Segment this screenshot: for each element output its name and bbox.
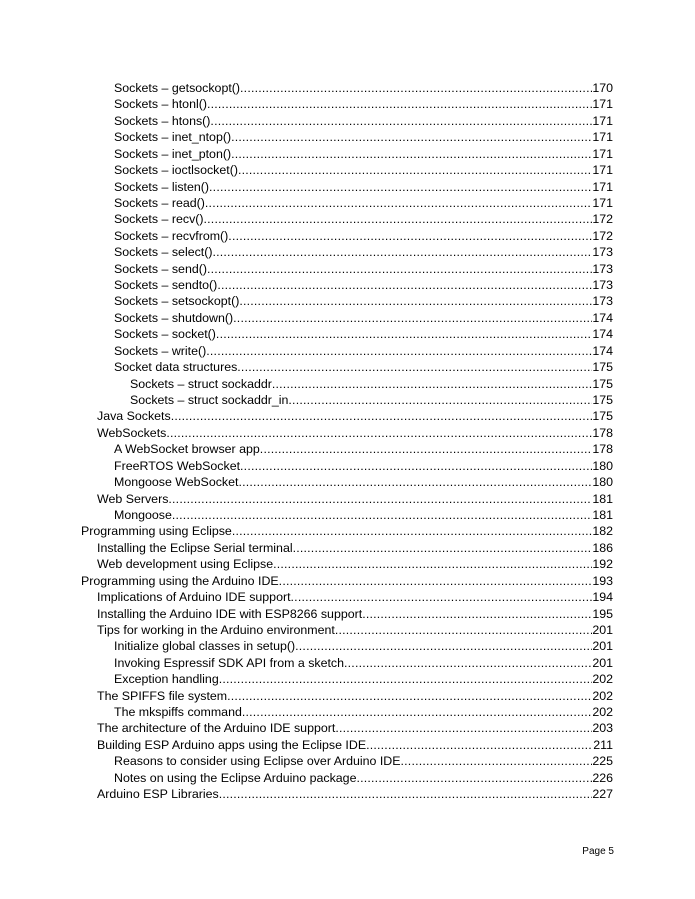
toc-entry-page-number: 171 bbox=[592, 97, 613, 112]
toc-entry-page-number: 172 bbox=[592, 228, 613, 243]
toc-entry[interactable] bbox=[0, 556, 613, 572]
toc-entry-page-number: 227 bbox=[592, 787, 613, 802]
toc-entry[interactable] bbox=[0, 507, 613, 523]
toc-dot-leader bbox=[212, 244, 592, 260]
toc-entry-title: Sockets – shutdown() bbox=[114, 310, 234, 325]
toc-entry[interactable] bbox=[0, 293, 613, 309]
toc-entry[interactable] bbox=[0, 474, 613, 490]
toc-entry-page-number: 181 bbox=[592, 491, 613, 506]
toc-dot-leader bbox=[231, 146, 592, 162]
toc-entry[interactable] bbox=[0, 96, 613, 112]
toc-entry[interactable] bbox=[0, 261, 613, 277]
toc-entry-title: Sockets – recvfrom() bbox=[114, 228, 229, 243]
toc-dot-leader bbox=[168, 491, 592, 507]
toc-entry-page-number: 186 bbox=[592, 540, 613, 555]
toc-dot-leader bbox=[239, 293, 592, 309]
toc-entry-page-number: 178 bbox=[592, 425, 613, 440]
toc-entry-title: The SPIFFS file system bbox=[97, 688, 228, 703]
toc-entry-title: Sockets – ioctlsocket() bbox=[114, 163, 238, 178]
toc-dot-leader bbox=[279, 573, 593, 589]
toc-entry-title: Sockets – socket() bbox=[114, 327, 216, 342]
toc-entry-page-number: 173 bbox=[592, 261, 613, 276]
toc-entry[interactable] bbox=[0, 179, 613, 195]
toc-entry[interactable] bbox=[0, 655, 613, 671]
toc-entry-page-number: 175 bbox=[592, 360, 613, 375]
toc-entry-page-number: 193 bbox=[592, 573, 613, 588]
toc-dot-leader bbox=[272, 376, 592, 392]
toc-entry-title: Sockets – read() bbox=[114, 195, 205, 210]
toc-entry-page-number: 173 bbox=[592, 294, 613, 309]
toc-entry-page-number: 173 bbox=[592, 278, 613, 293]
toc-dot-leader bbox=[335, 720, 592, 736]
toc-entry-title: Sockets – inet_pton() bbox=[114, 146, 232, 161]
toc-entry-page-number: 181 bbox=[592, 507, 613, 522]
toc-entry-page-number: 211 bbox=[593, 737, 613, 752]
toc-dot-leader bbox=[231, 129, 592, 145]
toc-entry-title: WebSockets bbox=[97, 425, 167, 440]
toc-entry[interactable] bbox=[0, 737, 613, 753]
toc-entry-title: A WebSocket browser app bbox=[114, 442, 260, 457]
toc-entry[interactable] bbox=[0, 228, 613, 244]
toc-dot-leader bbox=[217, 277, 592, 293]
toc-dot-leader bbox=[204, 211, 593, 227]
toc-dot-leader bbox=[233, 310, 592, 326]
toc-entry-title: Sockets – struct sockaddr_in bbox=[130, 393, 289, 408]
toc-entry-page-number: 194 bbox=[592, 590, 613, 605]
toc-entry-title: Exception handling bbox=[114, 672, 219, 687]
toc-entry-title: The architecture of the Arduino IDE support bbox=[97, 721, 336, 736]
toc-entry-title: Initialize global classes in setup() bbox=[114, 639, 296, 654]
toc-entry-page-number: 225 bbox=[592, 754, 613, 769]
toc-entry-page-number: 202 bbox=[592, 688, 613, 703]
toc-entry-page-number: 180 bbox=[592, 458, 613, 473]
toc-entry-page-number: 171 bbox=[592, 130, 613, 145]
toc-entry-page-number: 174 bbox=[592, 343, 613, 358]
toc-entry[interactable] bbox=[0, 638, 613, 654]
toc-entry[interactable] bbox=[0, 441, 613, 457]
toc-entry[interactable] bbox=[0, 425, 613, 441]
toc-entry[interactable] bbox=[0, 606, 613, 622]
toc-dot-leader bbox=[240, 80, 592, 96]
toc-dot-leader bbox=[171, 408, 593, 424]
toc-entry-title: Sockets – listen() bbox=[114, 179, 210, 194]
toc-entry-title: Programming using Eclipse bbox=[81, 524, 232, 539]
toc-entry[interactable] bbox=[0, 162, 613, 178]
toc-entry-page-number: 171 bbox=[592, 195, 613, 210]
toc-entry[interactable] bbox=[0, 540, 613, 556]
toc-dot-leader bbox=[219, 671, 593, 687]
toc-entry[interactable] bbox=[0, 195, 613, 211]
toc-entry-page-number: 171 bbox=[592, 179, 613, 194]
toc-entry[interactable] bbox=[0, 392, 613, 408]
toc-entry[interactable] bbox=[0, 622, 613, 638]
toc-entry[interactable] bbox=[0, 277, 613, 293]
toc-dot-leader bbox=[362, 606, 592, 622]
toc-entry-title: Mongoose bbox=[114, 507, 172, 522]
toc-entry-title: Web development using Eclipse bbox=[97, 557, 274, 572]
toc-entry-page-number: 201 bbox=[592, 622, 613, 637]
toc-entry[interactable] bbox=[0, 359, 613, 375]
toc-entry[interactable] bbox=[0, 573, 613, 589]
toc-entry-title: Invoking Espressif SDK API from a sketch bbox=[114, 655, 345, 670]
toc-entry-title: Notes on using the Eclipse Arduino package bbox=[114, 770, 357, 785]
toc-entry-page-number: 192 bbox=[592, 557, 613, 572]
toc-entry[interactable] bbox=[0, 770, 613, 786]
toc-entry-page-number: 175 bbox=[592, 376, 613, 391]
toc-dot-leader bbox=[206, 343, 592, 359]
toc-entry-title: Sockets – send() bbox=[114, 261, 207, 276]
toc-entry-title: Arduino ESP Libraries bbox=[97, 787, 219, 802]
toc-dot-leader bbox=[240, 458, 592, 474]
toc-entry[interactable] bbox=[0, 704, 613, 720]
toc-dot-leader bbox=[238, 162, 592, 178]
toc-entry[interactable] bbox=[0, 244, 613, 260]
toc-entry-page-number: 195 bbox=[592, 606, 613, 621]
toc-entry[interactable] bbox=[0, 491, 613, 507]
toc-dot-leader bbox=[232, 523, 592, 539]
toc-entry-title: Installing the Arduino IDE with ESP8266 support bbox=[97, 606, 363, 621]
toc-entry-page-number: 171 bbox=[592, 163, 613, 178]
toc-entry[interactable] bbox=[0, 343, 613, 359]
toc-entry-page-number: 173 bbox=[592, 245, 613, 260]
toc-entry[interactable] bbox=[0, 113, 613, 129]
toc-entry[interactable] bbox=[0, 129, 613, 145]
toc-dot-leader bbox=[260, 441, 593, 457]
toc-entry-title: Tips for working in the Arduino environment bbox=[97, 622, 335, 637]
toc-dot-leader bbox=[238, 474, 592, 490]
toc-entry[interactable] bbox=[0, 211, 613, 227]
toc-entry-title: Sockets – select() bbox=[114, 245, 213, 260]
toc-entry-page-number: 175 bbox=[592, 393, 613, 408]
toc-dot-leader bbox=[288, 392, 592, 408]
toc-dot-leader bbox=[366, 737, 593, 753]
toc-entry-title: Sockets – inet_ntop() bbox=[114, 130, 232, 145]
toc-entry-title: Java Sockets bbox=[97, 409, 171, 424]
toc-dot-leader bbox=[401, 753, 593, 769]
toc-dot-leader bbox=[216, 326, 592, 342]
toc-entry[interactable] bbox=[0, 458, 613, 474]
toc-entry-title: Sockets – htonl() bbox=[114, 97, 207, 112]
toc-dot-leader bbox=[209, 179, 592, 195]
toc-entry-page-number: 172 bbox=[592, 212, 613, 227]
table-of-contents bbox=[0, 80, 695, 803]
toc-entry[interactable] bbox=[0, 720, 613, 736]
toc-entry[interactable] bbox=[0, 786, 613, 802]
toc-entry-page-number: 175 bbox=[592, 409, 613, 424]
toc-entry[interactable] bbox=[0, 146, 613, 162]
toc-dot-leader bbox=[227, 688, 592, 704]
toc-entry-title: Programming using the Arduino IDE bbox=[81, 573, 279, 588]
toc-entry-title: Building ESP Arduino apps using the Eclipse IDE bbox=[97, 737, 367, 752]
toc-dot-leader bbox=[291, 589, 593, 605]
toc-entry[interactable] bbox=[0, 523, 613, 539]
toc-entry-title: FreeRTOS WebSocket bbox=[114, 458, 241, 473]
toc-entry-title: Installing the Eclipse Serial terminal bbox=[97, 540, 293, 555]
toc-dot-leader bbox=[219, 786, 593, 802]
toc-entry-title: Sockets – htons() bbox=[114, 113, 211, 128]
toc-entry-page-number: 174 bbox=[592, 327, 613, 342]
toc-entry-page-number: 202 bbox=[592, 672, 613, 687]
toc-entry-page-number: 202 bbox=[592, 705, 613, 720]
toc-entry-page-number: 171 bbox=[592, 146, 613, 161]
toc-entry[interactable] bbox=[0, 326, 613, 342]
toc-entry-page-number: 180 bbox=[592, 475, 613, 490]
toc-dot-leader bbox=[293, 540, 593, 556]
toc-entry-title: Sockets – write() bbox=[114, 343, 207, 358]
toc-entry-title: Sockets – recv() bbox=[114, 212, 204, 227]
toc-entry-page-number: 182 bbox=[592, 524, 613, 539]
toc-entry[interactable] bbox=[0, 688, 613, 704]
toc-dot-leader bbox=[356, 770, 592, 786]
toc-entry[interactable] bbox=[0, 589, 613, 605]
toc-entry-page-number: 178 bbox=[592, 442, 613, 457]
toc-entry-page-number: 201 bbox=[592, 639, 613, 654]
toc-entry[interactable] bbox=[0, 310, 613, 326]
toc-entry[interactable] bbox=[0, 408, 613, 424]
toc-entry-title: Sockets – sendto() bbox=[114, 278, 218, 293]
toc-entry[interactable] bbox=[0, 80, 613, 96]
toc-entry[interactable] bbox=[0, 671, 613, 687]
toc-dot-leader bbox=[172, 507, 592, 523]
toc-dot-leader bbox=[207, 96, 592, 112]
page-number: Page 5 bbox=[582, 846, 614, 857]
toc-entry-title: The mkspiffs command bbox=[114, 705, 242, 720]
toc-dot-leader bbox=[210, 113, 592, 129]
toc-dot-leader bbox=[273, 556, 592, 572]
toc-entry[interactable] bbox=[0, 376, 613, 392]
toc-dot-leader bbox=[205, 195, 592, 211]
toc-entry-title: Web Servers bbox=[97, 491, 169, 506]
toc-dot-leader bbox=[242, 704, 592, 720]
toc-dot-leader bbox=[237, 359, 592, 375]
toc-entry-page-number: 174 bbox=[592, 310, 613, 325]
toc-dot-leader bbox=[166, 425, 592, 441]
toc-entry-page-number: 203 bbox=[592, 721, 613, 736]
toc-entry-title: Socket data structures bbox=[114, 360, 238, 375]
toc-entry-page-number: 171 bbox=[592, 113, 613, 128]
toc-entry-title: Reasons to consider using Eclipse over Arduino IDE bbox=[114, 754, 401, 769]
toc-entry-page-number: 226 bbox=[592, 770, 613, 785]
toc-entry-title: Sockets – getsockopt() bbox=[114, 81, 241, 95]
toc-dot-leader bbox=[228, 228, 592, 244]
toc-entry[interactable] bbox=[0, 753, 613, 769]
toc-dot-leader bbox=[295, 638, 592, 654]
toc-entry-page-number: 201 bbox=[592, 655, 613, 670]
toc-entry-title: Sockets – setsockopt() bbox=[114, 294, 240, 309]
toc-entry-title: Mongoose WebSocket bbox=[114, 475, 239, 490]
toc-dot-leader bbox=[335, 622, 592, 638]
toc-dot-leader bbox=[207, 261, 592, 277]
toc-dot-leader bbox=[344, 655, 592, 671]
toc-entry-title: Sockets – struct sockaddr bbox=[130, 376, 272, 391]
toc-entry-title: Implications of Arduino IDE support bbox=[97, 590, 291, 605]
toc-entry-page-number: 170 bbox=[592, 81, 613, 95]
